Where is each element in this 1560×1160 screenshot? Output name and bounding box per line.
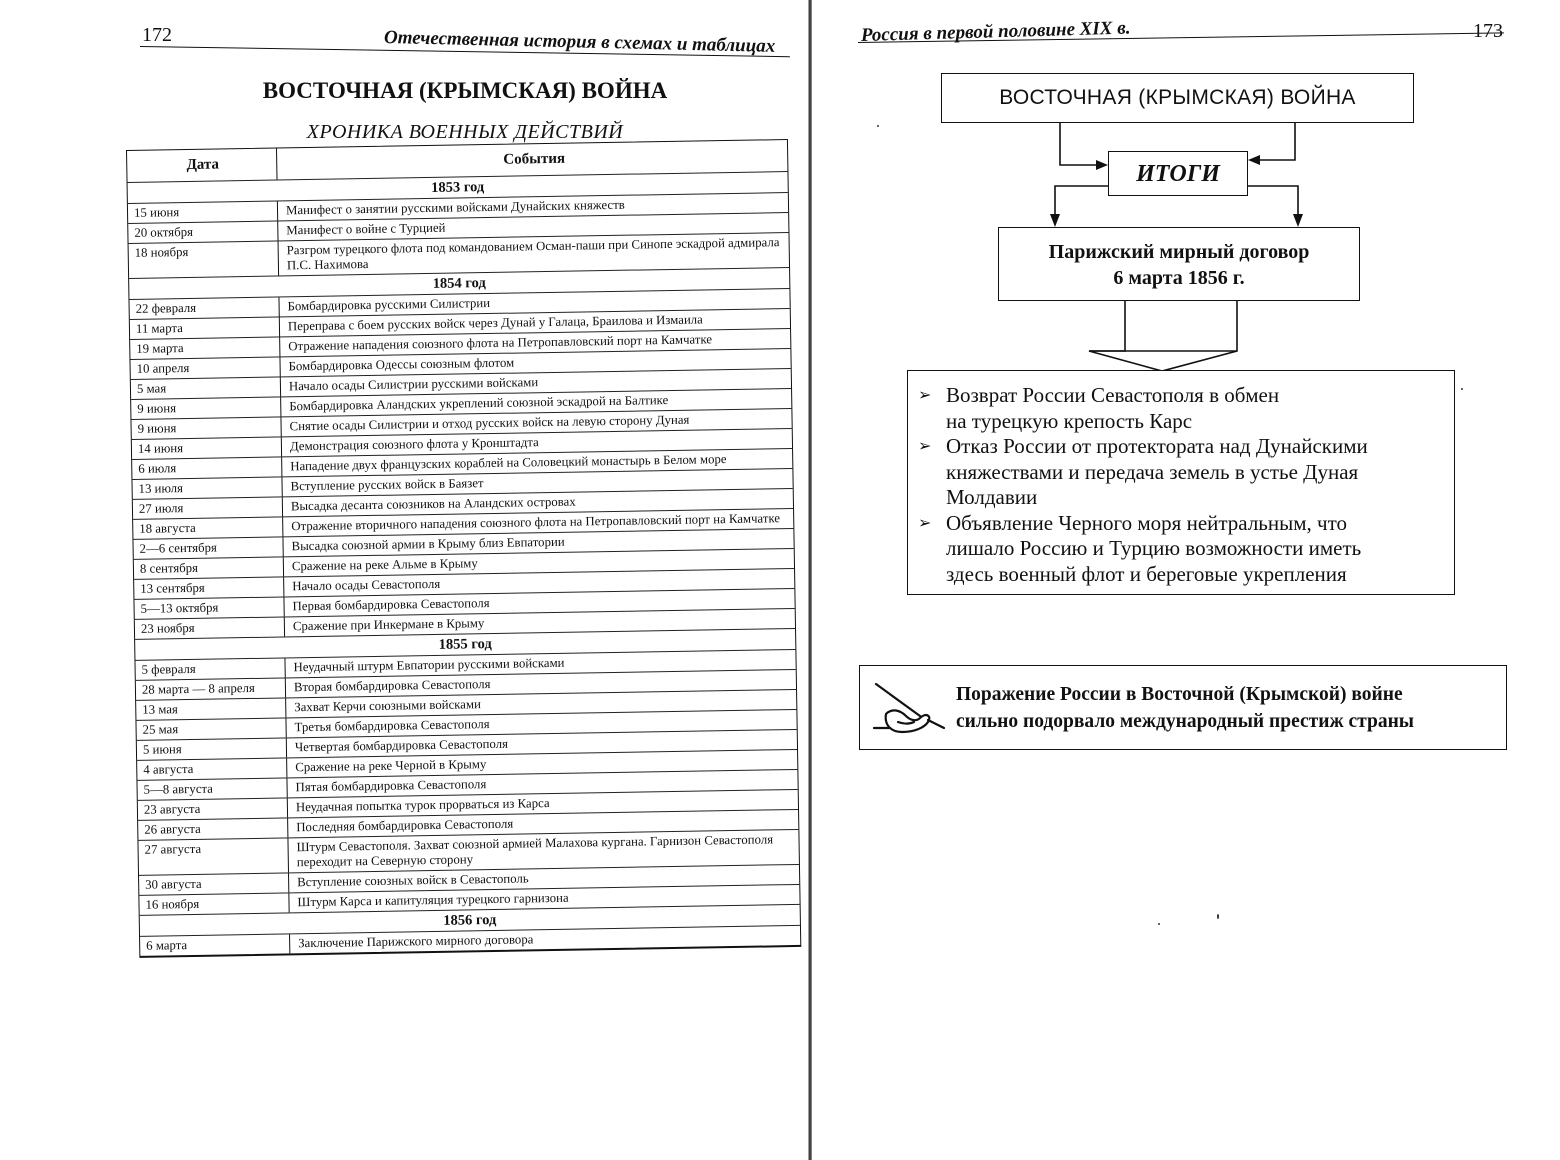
date-cell: 22 февраля	[129, 297, 279, 318]
page-number-left: 172	[142, 24, 172, 46]
event-cell: Штурм Севастополя. Захват союзной армией Малахова кургана. Гарнизон Севастополя переходит на Северную сторону	[296, 832, 774, 870]
year-heading-row: 1855 год	[135, 629, 795, 661]
treaty-box	[998, 227, 1360, 301]
event-cell: Пятая бомбардировка Севастополя	[295, 777, 487, 795]
date-cell: 9 июня	[131, 417, 281, 438]
scan-speck	[877, 125, 879, 127]
event-cell: Вступление союзных войск в Севастополь	[297, 871, 529, 890]
event-cell: Высадка десанта союзников на Аландских островах	[290, 494, 576, 514]
event-cell: Сражение при Инкермане в Крыму	[292, 616, 485, 634]
event-cell: Отражение вторичного нападения союзного флота на Петропавловский порт на Камчатке	[291, 511, 781, 534]
date-cell: 16 ноября	[139, 893, 289, 914]
conclusion-box	[859, 665, 1507, 750]
date-cell: 30 августа	[139, 873, 289, 894]
writing-hand-icon	[870, 678, 950, 738]
date-cell: 4 августа	[137, 758, 287, 779]
event-cell: Четвертая бомбардировка Севастополя	[294, 736, 509, 755]
event-cell: Заключение Парижского мирного договора	[298, 932, 534, 951]
result-line: Молдавии	[946, 485, 1038, 509]
date-cell: 23 августа	[138, 798, 288, 819]
event-cell: Манифест о занятии русскими войсками Дунайских княжеств	[285, 197, 625, 218]
running-head-left: Отечественная история в схемах и таблицах	[383, 27, 776, 57]
event-cell: Разгром турецкого флота под командованием Осман-паши при Синопе эскадрой адмирала П.С. Нахимова	[286, 235, 780, 273]
event-cell: Начало осады Силистрии русскими войсками	[288, 375, 539, 394]
date-cell: 20 октября	[128, 221, 278, 242]
connector-left-to-itogi	[1060, 123, 1104, 165]
result-item	[918, 434, 1446, 511]
treaty-date: 6 марта 1856 г.	[1113, 267, 1245, 289]
conclusion-line: сильно подорвало международный престиж страны	[956, 710, 1415, 732]
date-cell: 2—6 сентября	[133, 537, 283, 558]
big-down-arrow	[1089, 301, 1237, 371]
arrowhead-to-itogi-left	[1096, 160, 1108, 170]
date-cell: 18 ноября	[129, 241, 280, 277]
event-cell: Вторая бомбардировка Севастополя	[293, 677, 491, 695]
date-cell: 10 апреля	[130, 357, 280, 378]
date-cell: 28 марта — 8 апреля	[136, 678, 286, 699]
conclusion-line: Поражение России в Восточной (Крымской) войне	[956, 683, 1403, 705]
date-cell: 26 августа	[138, 818, 288, 839]
event-cell: Третья бомбардировка Севастополя	[294, 717, 490, 735]
arrow-bullet-icon: ➢	[918, 514, 932, 532]
chronicle-table	[126, 139, 801, 958]
results-list-box	[907, 370, 1455, 595]
event-cell: Нападение двух французских кораблей на Соловецкий монастырь в Белом море	[290, 452, 727, 474]
event-cell: Захват Керчи союзными войсками	[294, 697, 481, 715]
event-cell: Отражение нападения союзного флота на Петропавловский порт на Камчатке	[288, 332, 713, 354]
result-line: на турецкую крепость Карс	[946, 408, 1193, 433]
war-title-box: ВОСТОЧНАЯ (КРЫМСКАЯ) ВОЙНА	[941, 73, 1414, 123]
column-header-events: События	[503, 150, 566, 168]
date-cell: 5—13 октября	[134, 597, 284, 618]
event-cell: Последняя бомбардировка Севастополя	[296, 816, 514, 835]
result-line: Объявление Черного моря нейтральным, что	[946, 510, 1347, 535]
date-cell: 5 июня	[137, 738, 287, 759]
connector-itogi-right-down	[1248, 186, 1298, 222]
date-cell: 27 июля	[133, 497, 283, 518]
event-cell: Высадка союзной армии в Крыму близ Евпатории	[291, 534, 565, 554]
date-cell: 6 июля	[132, 457, 282, 478]
page-subtitle: ХРОНИКА ВОЕННЫХ ДЕЙСТВИЙ	[306, 121, 624, 143]
year-heading-row: 1856 год	[140, 905, 800, 937]
result-item	[918, 383, 1446, 434]
date-cell: 8 сентября	[134, 557, 284, 578]
date-cell: 18 августа	[133, 517, 283, 538]
date-cell: 9 июня	[131, 397, 281, 418]
event-cell: Первая бомбардировка Севастополя	[292, 596, 490, 614]
scan-speck	[1461, 388, 1463, 390]
page-number-right: 173	[1473, 20, 1503, 42]
event-cell: Сражение на реке Альме в Крыму	[291, 556, 478, 574]
running-head-right: Россия в первой половине XIX в.	[860, 17, 1131, 46]
column-header-date: Дата	[127, 148, 277, 181]
event-cell: Переправа с боем русских войск через Дунай у Галаца, Браилова и Измаила	[287, 312, 703, 334]
date-cell: 23 ноября	[135, 617, 285, 638]
event-cell: Бомбардировка русскими Силистрии	[287, 295, 491, 314]
date-cell: 15 июня	[128, 201, 278, 222]
arrow-bullet-icon: ➢	[918, 387, 932, 404]
results-label-box: ИТОГИ	[1108, 151, 1248, 196]
result-line: здесь военный флот и береговые укрепления	[946, 561, 1347, 586]
date-cell: 5—8 августа	[137, 778, 287, 799]
year-heading-row: 1854 год	[129, 268, 789, 300]
result-line: Возврат России Севастополя в обмен	[946, 383, 1280, 407]
book-spine	[808, 0, 812, 1160]
scan-speck	[1217, 914, 1219, 919]
date-cell: 5 мая	[131, 377, 281, 398]
date-cell: 13 июля	[132, 477, 282, 498]
event-cell: Неудачный штурм Евпатории русскими войсками	[293, 655, 565, 675]
event-cell: Неудачная попытка турок прорваться из Карса	[295, 796, 550, 815]
arrow-bullet-icon: ➢	[918, 438, 932, 455]
arrowhead-to-itogi-right	[1248, 155, 1260, 165]
result-line: Отказ России от протектората над Дунайскими	[946, 434, 1368, 458]
date-cell: 25 мая	[136, 718, 286, 739]
event-cell: Бомбардировка Аландских укреплений союзной эскадрой на Балтике	[289, 393, 669, 414]
event-cell: Начало осады Севастополя	[292, 576, 441, 594]
date-cell: 5 февраля	[135, 658, 285, 679]
event-cell: Вступление русских войск в Баязет	[290, 476, 484, 494]
event-cell: Сражение на реке Черной в Крыму	[295, 757, 487, 775]
date-cell: 13 мая	[136, 698, 286, 719]
event-cell: Штурм Карса и капитуляция турецкого гарнизона	[297, 890, 569, 910]
date-cell: 14 июня	[132, 437, 282, 458]
page-title: ВОСТОЧНАЯ (КРЫМСКАЯ) ВОЙНА	[262, 78, 668, 103]
date-cell: 6 марта	[140, 934, 290, 955]
result-item	[918, 511, 1446, 588]
year-heading-row: 1853 год	[128, 172, 788, 204]
event-cell: Снятие осады Силистрии и отход русских войск на левую сторону Дуная	[289, 412, 690, 434]
arrowhead-down-right	[1293, 214, 1303, 227]
connector-itogi-left-down	[1055, 186, 1108, 222]
table-body	[128, 172, 801, 956]
date-cell: 11 марта	[130, 317, 280, 338]
connector-right-to-itogi	[1252, 123, 1295, 160]
scan-speck	[1158, 923, 1160, 925]
result-line: княжествами и передача земель в устье Дуная	[946, 459, 1359, 484]
treaty-name: Парижский мирный договор	[1048, 241, 1310, 263]
event-cell: Демонстрация союзного флота у Кронштадта	[289, 435, 539, 454]
date-cell: 13 сентября	[134, 577, 284, 598]
event-cell: Бомбардировка Одессы союзным флотом	[288, 355, 515, 374]
arrowhead-down-left	[1050, 214, 1060, 227]
date-cell: 27 августа	[138, 838, 289, 874]
result-line: лишало Россию и Турцию возможности иметь	[946, 536, 1362, 560]
event-cell: Манифест о войне с Турцией	[286, 220, 446, 238]
date-cell: 19 марта	[130, 337, 280, 358]
